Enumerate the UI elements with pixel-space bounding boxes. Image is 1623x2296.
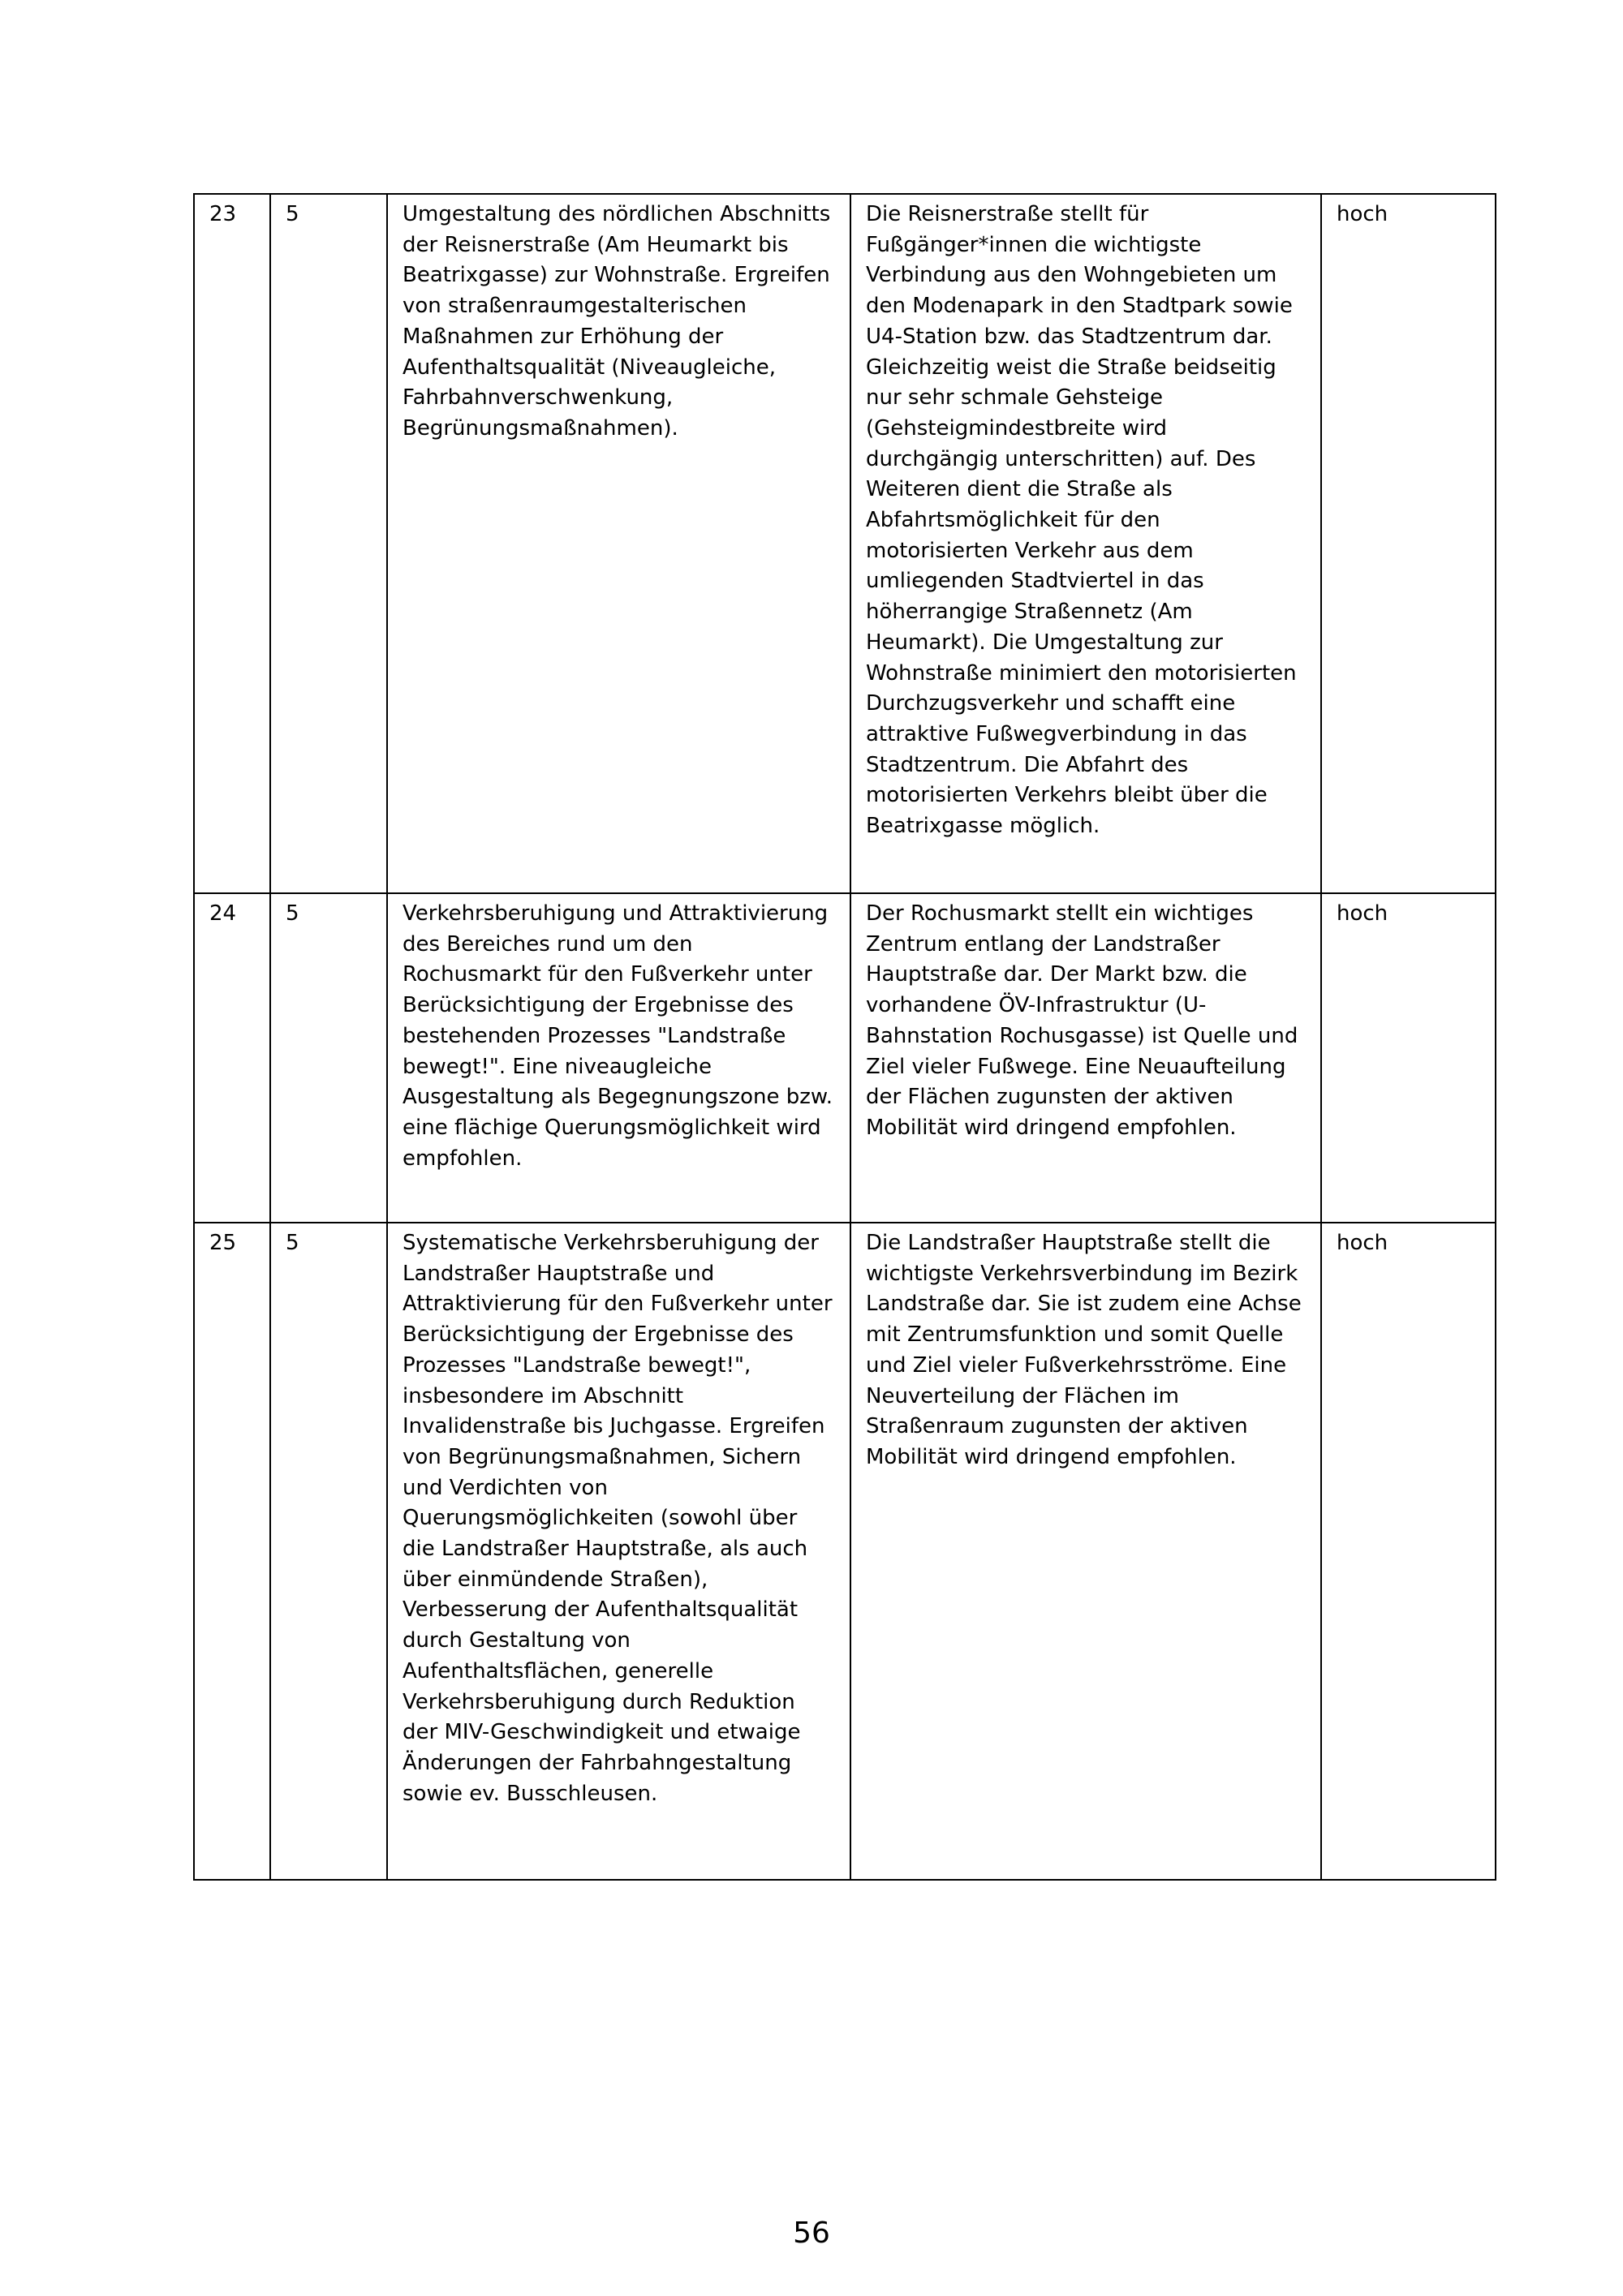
measure-text: Systematische Verkehrsberuhigung der Landstraßer Hauptstraße und Attraktivierung für den Fußverkehr unter Berücksichtigung der Ergebnisse des Prozesses "Landstraße bewegt!", insbesondere im Abschnitt Invalidenstraße bis Juchgasse. Ergreifen von Begrünungsmaßnahmen, Sichern und Verdichten von Querungsmöglichkeiten (sowohl über die Landstraßer Hauptstraße, als auch über einmündende Straßen), Verbesserung der Aufenthaltsqualität durch Gestaltung von Aufenthaltsflächen, generelle Verkehrsberuhigung durch Reduktion der MIV-Geschwindigkeit und etwaige Änderungen der Fahrbahngestaltung sowie ev. Busschleusen. [403, 1231, 833, 1806]
justification-text: Die Reisnerstraße stellt für Fußgänger*innen die wichtigste Verbindung aus den Wohngebieten um den Modenapark in den Stadtpark sowie U4-Station bzw. das Stadtzentrum dar. Gleichzeitig weist die Straße beidseitig nur sehr schmale Gehsteige (Gehsteigmindestbreite wird durchgängig unterschritten) auf. Des Weiteren dient die Straße als Abfahrtsmöglichkeit für den motorisierten Verkehr aus dem umliegenden Stadtviertel in das höherrangige Straßennetz (Am Heumarkt). Die Umgestaltung zur Wohnstraße minimiert den motorisierten Durchzugsverkehr und schafft eine attraktive Fußwegverbindung in das Stadtzentrum. Die Abfahrt des motorisierten Verkehrs bleibt über die Beatrixgasse möglich. [866, 202, 1297, 839]
row-number: 23 [209, 202, 237, 226]
urgency-value: hoch [1337, 901, 1388, 926]
row-number-cell [194, 1223, 270, 1880]
measure-text: Umgestaltung des nördlichen Abschnitts der Reisnerstraße (Am Heumarkt bis Beatrixgasse) zur Wohnstraße. Ergreifen von straßenraumgestalterischen Maßnahmen zur Erhöhung der Aufenthaltsqualität (Niveaugleiche, Fahrbahnverschwenkung, Begrünungsmaßnahmen). [403, 202, 831, 441]
row-number-cell [194, 194, 270, 893]
justification-cell [850, 893, 1321, 1223]
priority-value: 5 [286, 901, 299, 926]
justification-cell [850, 1223, 1321, 1880]
row-number: 24 [209, 901, 237, 926]
measure-cell [387, 194, 850, 893]
page-number: 56 [793, 2216, 830, 2250]
priority-value: 5 [286, 1231, 299, 1255]
priority-cell [270, 194, 387, 893]
measures-table [193, 193, 1496, 1881]
measure-cell [387, 893, 850, 1223]
urgency-cell [1321, 194, 1496, 893]
priority-cell [270, 1223, 387, 1880]
justification-text: Der Rochusmarkt stellt ein wichtiges Zentrum entlang der Landstraßer Hauptstraße dar. Der Markt bzw. die vorhandene ÖV-Infrastruktur (U-Bahnstation Rochusgasse) ist Quelle und Ziel vieler Fußwege. Eine Neuaufteilung der Flächen zugunsten der aktiven Mobilität wird dringend empfohlen. [866, 901, 1298, 1140]
priority-value: 5 [286, 202, 299, 226]
urgency-value: hoch [1337, 1231, 1388, 1255]
urgency-cell [1321, 1223, 1496, 1880]
row-number: 25 [209, 1231, 237, 1255]
table-row [194, 194, 1496, 893]
urgency-cell [1321, 893, 1496, 1223]
justification-text: Die Landstraßer Hauptstraße stellt die wichtigste Verkehrsverbindung im Bezirk Landstraße dar. Sie ist zudem eine Achse mit Zentrumsfunktion und somit Quelle und Ziel vieler Fußverkehrsströme. Eine Neuverteilung der Flächen im Straßenraum zugunsten der aktiven Mobilität wird dringend empfohlen. [866, 1231, 1302, 1469]
table-row [194, 1223, 1496, 1880]
measure-cell [387, 1223, 850, 1880]
urgency-value: hoch [1337, 202, 1388, 226]
justification-cell [850, 194, 1321, 893]
row-number-cell [194, 893, 270, 1223]
table-row [194, 893, 1496, 1223]
priority-cell [270, 893, 387, 1223]
measure-text: Verkehrsberuhigung und Attraktivierung des Bereiches rund um den Rochusmarkt für den Fußverkehr unter Berücksichtigung der Ergebnisse des bestehenden Prozesses "Landstraße bewegt!". Eine niveaugleiche Ausgestaltung als Begegnungszone bzw. eine flächige Querungsmöglichkeit wird empfohlen. [403, 901, 833, 1171]
